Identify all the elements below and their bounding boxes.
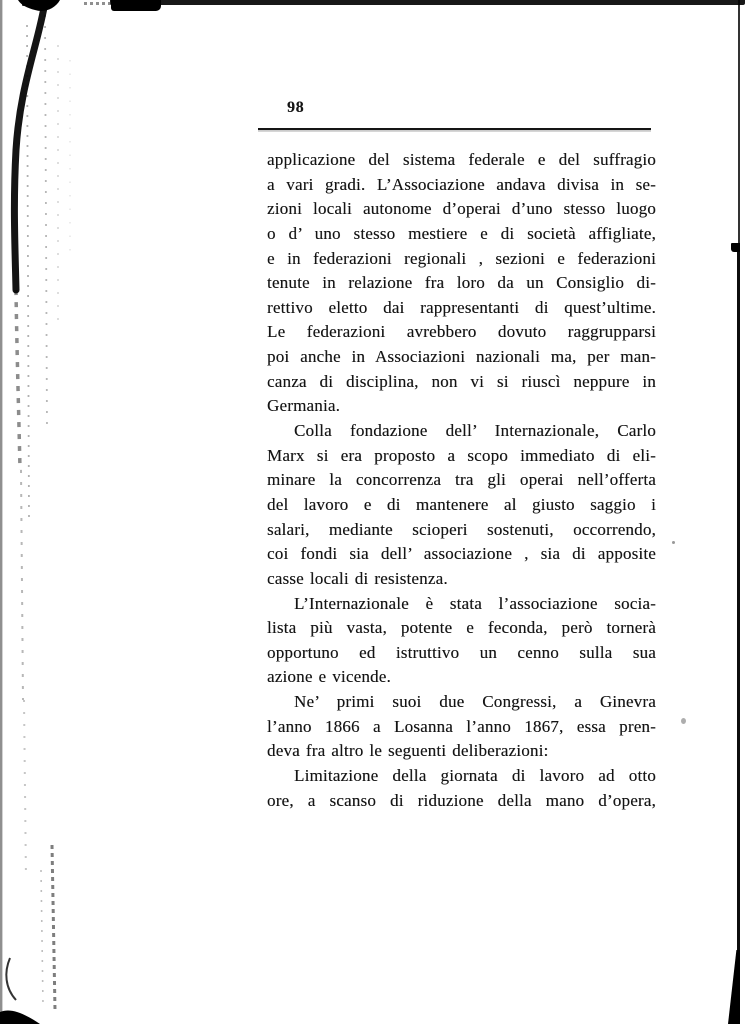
text-line: L’Internazionale è stata l’associazione socia-	[294, 593, 656, 613]
text-line: Marx si era proposto a scopo immediato di eli-	[267, 445, 656, 465]
text-line: lista più vasta, potente e feconda, però tornerà	[267, 618, 656, 638]
text-line: Ne’ primi suoi due Congressi, a Ginevra	[294, 692, 656, 712]
text-line: rettivo eletto dai rappresentanti di quest’ultime.	[267, 297, 656, 317]
scan-artifact-top-blob	[111, 0, 161, 11]
text-line: opportuno ed istruttivo un cenno sulla sua	[267, 642, 656, 662]
text-line: e in federazioni regionali , sezioni e federazioni	[267, 248, 656, 268]
text-line: zioni locali autonome d’operai d’uno stesso luogo	[267, 199, 656, 219]
text-line: casse locali di resistenza.	[267, 568, 448, 588]
header-rule	[258, 128, 651, 130]
paragraph	[267, 592, 656, 691]
scan-artifact-left-binding	[0, 0, 130, 1024]
text-line: canza di disciplina, non vi si riuscì neppure in	[267, 371, 656, 391]
text-line: minare la concorrenza tra gli operai nell’offerta	[267, 470, 656, 490]
text-column	[267, 148, 656, 813]
scan-artifact-top-dots	[84, 2, 111, 5]
text-line: o d’ uno stesso mestiere e di società affigliate,	[267, 223, 656, 243]
text-line: tenute in relazione fra loro da un Consiglio di-	[267, 273, 656, 293]
paragraph	[267, 419, 656, 591]
page-number: 98	[287, 99, 305, 116]
text-line: a vari gradi. L’Associazione andava divisa in se-	[267, 174, 656, 194]
text-line: poi anche in Associazioni nazionali ma, per man-	[267, 347, 656, 367]
scan-artifact-speck	[672, 541, 675, 544]
paragraph	[267, 764, 656, 813]
text-line: coi fondi sia dell’ associazione , sia di apposite	[267, 544, 656, 564]
paragraph	[267, 690, 656, 764]
text-line: salari, mediante scioperi sostenuti, occorrendo,	[267, 519, 656, 539]
scan-artifact-right-line	[737, 250, 741, 1024]
text-line: applicazione del sistema federale e del suffragio	[267, 150, 656, 169]
scan-artifact-speck	[681, 718, 686, 724]
text-line: ore, a scanso di riduzione della mano d’opera,	[267, 790, 656, 810]
scan-artifact-right-line-top	[738, 0, 740, 246]
text-line: Limitazione della giornata di lavoro ad otto	[294, 766, 656, 786]
text-line: azione e vicende.	[267, 667, 391, 687]
text-line: Germania.	[267, 396, 341, 416]
text-line: deva fra altro le seguenti deliberazioni:	[267, 741, 549, 761]
text-line: Colla fondazione dell’ Internazionale, Carlo	[294, 421, 656, 441]
text-line: Le federazioni avrebbero dovuto raggrupparsi	[267, 322, 656, 342]
scan-artifact-right-notch	[731, 243, 740, 252]
text-line: l’anno 1866 a Losanna l’anno 1867, essa pren-	[267, 716, 656, 736]
scan-artifact-top-mark	[22, 0, 37, 6]
scan-artifact-right-wedge	[728, 950, 740, 1024]
paragraph	[267, 148, 656, 419]
scan-artifact-top-bar	[110, 0, 745, 5]
text-line: del lavoro e di mantenere al giusto saggio i	[267, 494, 656, 514]
